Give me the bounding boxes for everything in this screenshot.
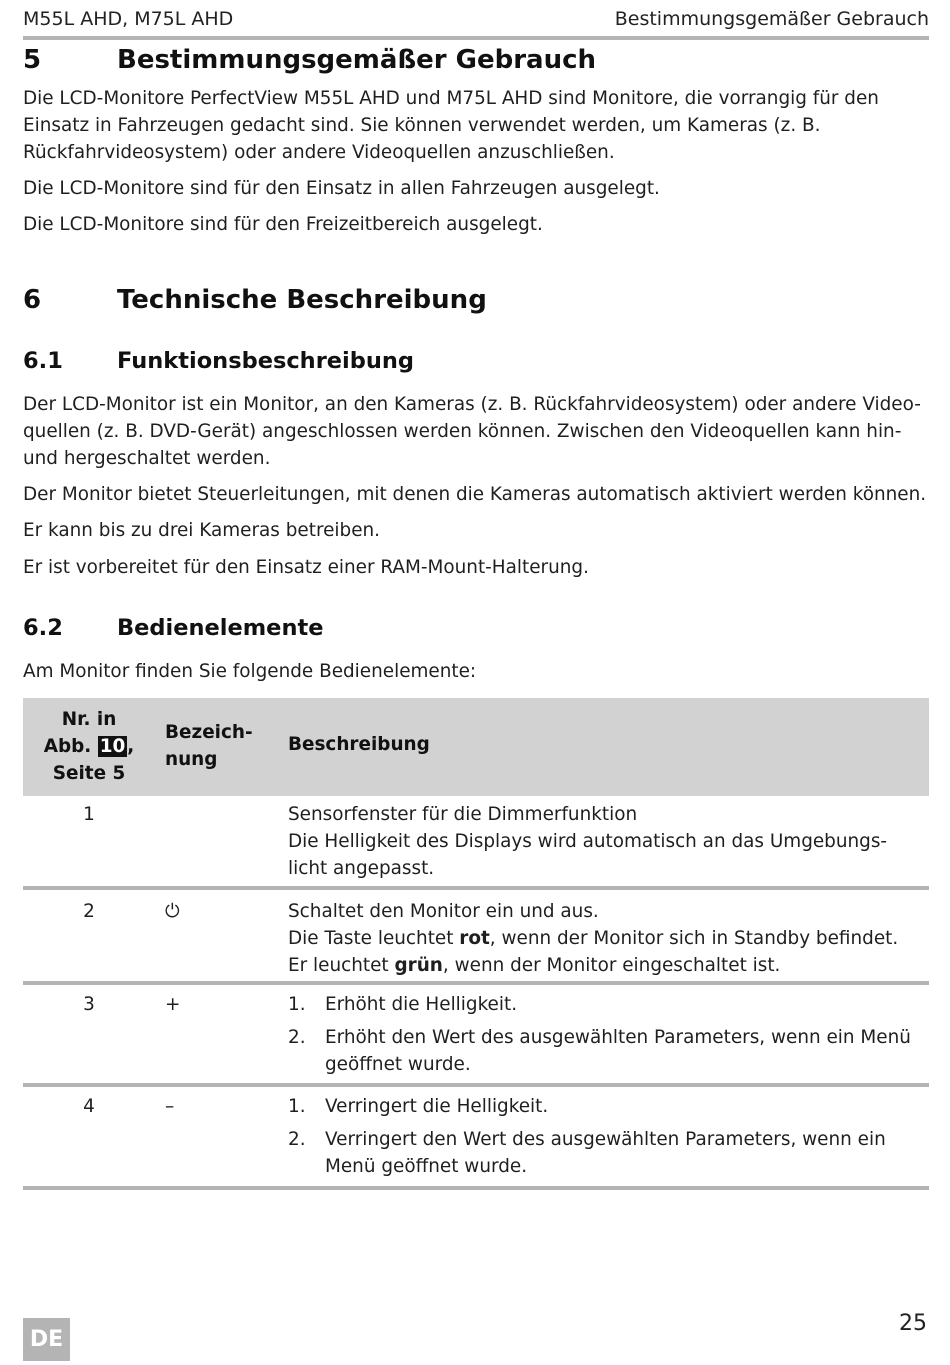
table-row [23, 796, 929, 890]
text-line [288, 925, 928, 952]
header-text: Seite 5 [52, 763, 126, 784]
header-text: , [127, 736, 135, 757]
section-6-1-paragraph: Er ist vorbereitet für den Einsatz einer RAM-Mount-Halterung. [23, 557, 589, 578]
header-nr-column [23, 706, 155, 787]
text-line: Erhöht die Helligkeit. [325, 994, 518, 1015]
row-description [288, 801, 928, 882]
header-description-column: Beschreibung [288, 734, 430, 755]
text-line: Schaltet den Monitor ein und aus. [288, 901, 599, 922]
list-number: 1. [288, 994, 306, 1015]
header-product-name: M55L AHD, M75L AHD [23, 8, 234, 30]
section-number: 6.2 [23, 615, 63, 641]
text-line: Einsatz in Fahrzeugen gedacht sind. Sie können verwendet werden, um Kameras (z. B. [23, 115, 821, 136]
list-item [288, 1093, 928, 1120]
section-title: Bedienelemente [117, 615, 324, 641]
row-description [288, 1093, 928, 1180]
header-chapter-title: Bestimmungsgemäßer Gebrauch [614, 8, 929, 30]
row-number: 3 [83, 994, 95, 1015]
header-designation-column [165, 719, 253, 773]
text-line: Verringert den Wert des ausgewählten Parameters, wenn ein [325, 1129, 886, 1150]
header-text: nung [165, 749, 218, 770]
list-item [288, 1126, 928, 1180]
text-segment: , wenn der Monitor eingeschaltet ist. [442, 955, 781, 976]
text-line [288, 952, 928, 979]
emphasis-green: grün [394, 955, 443, 976]
section-5-paragraph: Die LCD-Monitore sind für den Einsatz in allen Fahrzeugen ausgelegt. [23, 178, 660, 199]
power-icon: ⏻ [165, 901, 180, 922]
figure-reference-badge: 10 [99, 736, 126, 757]
row-number: 2 [83, 901, 95, 922]
section-number: 5 [23, 45, 42, 75]
row-description [288, 898, 928, 979]
table-row [23, 1087, 929, 1190]
text-line: Rückfahrvideosystem) oder andere Videoquellen anzuschließen. [23, 142, 615, 163]
header-text: Nr. in [61, 709, 117, 730]
text-line: Verringert die Helligkeit. [325, 1096, 549, 1117]
row-number: 1 [83, 804, 95, 825]
list-number: 2. [288, 1129, 306, 1150]
list-number: 1. [288, 1096, 306, 1117]
section-title: Bestimmungsgemäßer Gebrauch [117, 45, 597, 75]
table-row [23, 985, 929, 1087]
row-number: 4 [83, 1096, 95, 1117]
section-title: Technische Beschreibung [117, 285, 487, 315]
emphasis-red: rot [459, 928, 490, 949]
list-item [288, 991, 928, 1018]
table-row [23, 890, 929, 985]
page-header [23, 8, 929, 40]
plus-icon: + [165, 994, 181, 1015]
row-description [288, 991, 928, 1078]
text-segment: Er leuchtet [288, 955, 395, 976]
section-6-2-intro: Am Monitor finden Sie folgende Bedienelemente: [23, 661, 477, 682]
text-line: Die LCD-Monitore PerfectView M55L AHD und M75L AHD sind Monitore, die vorrangig für den [23, 88, 879, 109]
section-6-1-paragraph: Der Monitor bietet Steuerleitungen, mit denen die Kameras automatisch aktiviert werden können. [23, 484, 927, 505]
section-5-paragraph: Die LCD-Monitore sind für den Freizeitbereich ausgelegt. [23, 214, 543, 235]
list-number: 2. [288, 1027, 306, 1048]
header-text: Abb. [43, 736, 92, 757]
text-line: Die Helligkeit des Displays wird automatisch an das Umgebungs- [288, 831, 888, 852]
text-line: geöffnet wurde. [325, 1054, 471, 1075]
text-segment: Die Taste leuchtet [288, 928, 460, 949]
section-number: 6 [23, 285, 42, 315]
section-6-1-paragraph: Er kann bis zu drei Kameras betreiben. [23, 520, 381, 541]
text-line: Erhöht den Wert des ausgewählten Parameters, wenn ein Menü [325, 1027, 911, 1048]
language-badge: DE [23, 1318, 70, 1361]
minus-icon: – [165, 1096, 175, 1117]
text-line: Der LCD-Monitor ist ein Monitor, an den Kameras (z. B. Rückfahrvideosystem) oder andere Video- [23, 394, 921, 415]
list-item [288, 1024, 928, 1078]
section-5-paragraph [23, 85, 929, 166]
text-line: Menü geöffnet wurde. [325, 1156, 528, 1177]
header-text: Bezeich- [165, 722, 253, 743]
text-line: und hergeschaltet werden. [23, 448, 271, 469]
text-segment: , wenn der Monitor sich in Standby befindet. [489, 928, 899, 949]
text-line: quellen (z. B. DVD-Gerät) angeschlossen werden können. Zwischen den Videoquellen kann hin- [23, 421, 902, 442]
section-6-1-paragraph [23, 391, 929, 472]
text-line: licht angepasst. [288, 858, 435, 879]
section-number: 6.1 [23, 348, 63, 374]
table-header [23, 698, 929, 796]
text-line: Sensorfenster für die Dimmerfunktion [288, 804, 638, 825]
section-title: Funktionsbeschreibung [117, 348, 415, 374]
page-number: 25 [899, 1311, 927, 1336]
controls-table [23, 698, 929, 1190]
